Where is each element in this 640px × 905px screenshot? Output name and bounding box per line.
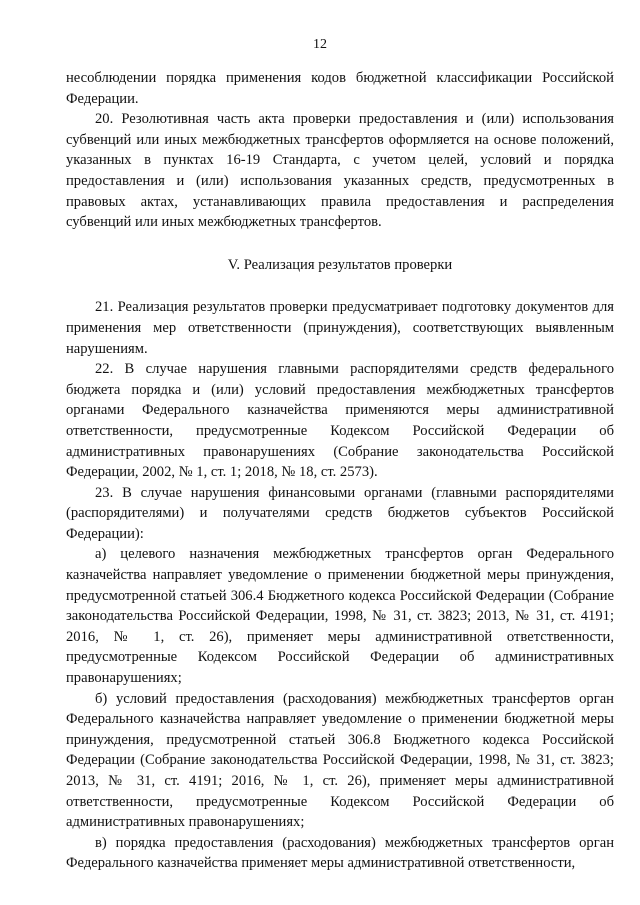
page-number: 12 xyxy=(313,37,327,52)
paragraph: 23. В случае нарушения финансовыми органами (главными распорядителями (распорядителями) и получателями средств бюджетов субъектов Российской Федерации): xyxy=(66,484,614,542)
paragraph: а) целевого назначения межбюджетных трансфертов орган Федерального казначейства направляет уведомление о применении бюджетной меры принуждения, предусмотренной статьей 306.4 Бюджетного кодекса Российской Федерации (Собрание законодательства Российской Федерации, 1998, № 31, ст. 3823; 2013, № 31, ст. 4191; 2016, № 1, ст. 26), применяет меры административной ответственности, предусмотренные Кодексом Российской Федерации об административных правонарушениях; xyxy=(66,546,614,687)
paragraph: 20. Резолютивная часть акта проверки предоставления и (или) использования субвенций или иных межбюджетных трансфертов оформляется на основе положений, указанных в пунктах 16-19 Стандарта, с учетом целей, условий и порядка предоставления и (или) использования указанных средств, предусмотренных в правовых актах, устанавливающих правила предоставления и распределения субвенций или иных межбюджетных трансфертов. xyxy=(66,111,614,231)
paragraph: 21. Реализация результатов проверки предусматривает подготовку документов для применения мер ответственности (принуждения), соответствующих выявленным нарушениям. xyxy=(66,299,614,357)
paragraph: в) порядка предоставления (расходования) межбюджетных трансфертов орган Федерального казначейства применяет меры административной ответственности, xyxy=(66,834,614,872)
paragraphs-before-heading xyxy=(66,68,614,233)
paragraphs-after-heading xyxy=(66,297,614,874)
paragraph: б) условий предоставления (расходования) межбюджетных трансфертов орган Федерального казначейства направляет уведомление о применении бюджетной меры принуждения, предусмотренной статьей 306.8 Бюджетного кодекса Российской Федерации (Собрание законодательства Российской Федерации, 1998, № 31, ст. 3823; 2013, № 31, ст. 4191; 2016, № 1, ст. 26), применяет меры административной ответственности, предусмотренные Кодексом Российской Федерации об административных правонарушениях; xyxy=(66,690,614,831)
section-heading: V. Реализация результатов проверки xyxy=(227,256,453,273)
paragraph: 22. В случае нарушения главными распорядителями средств федерального бюджета порядка и (или) условий предоставления межбюджетных трансфертов органами Федерального казначейства применяются меры административной ответственности, предусмотренные Кодексом Российской Федерации об административных правонарушениях (Собрание законодательства Российской Федерации, 2002, № 1, ст. 1; 2018, № 18, ст. 2573). xyxy=(66,361,614,481)
document-body xyxy=(66,68,614,874)
paragraph: несоблюдении порядка применения кодов бюджетной классификации Российской Федерации. xyxy=(66,70,614,107)
